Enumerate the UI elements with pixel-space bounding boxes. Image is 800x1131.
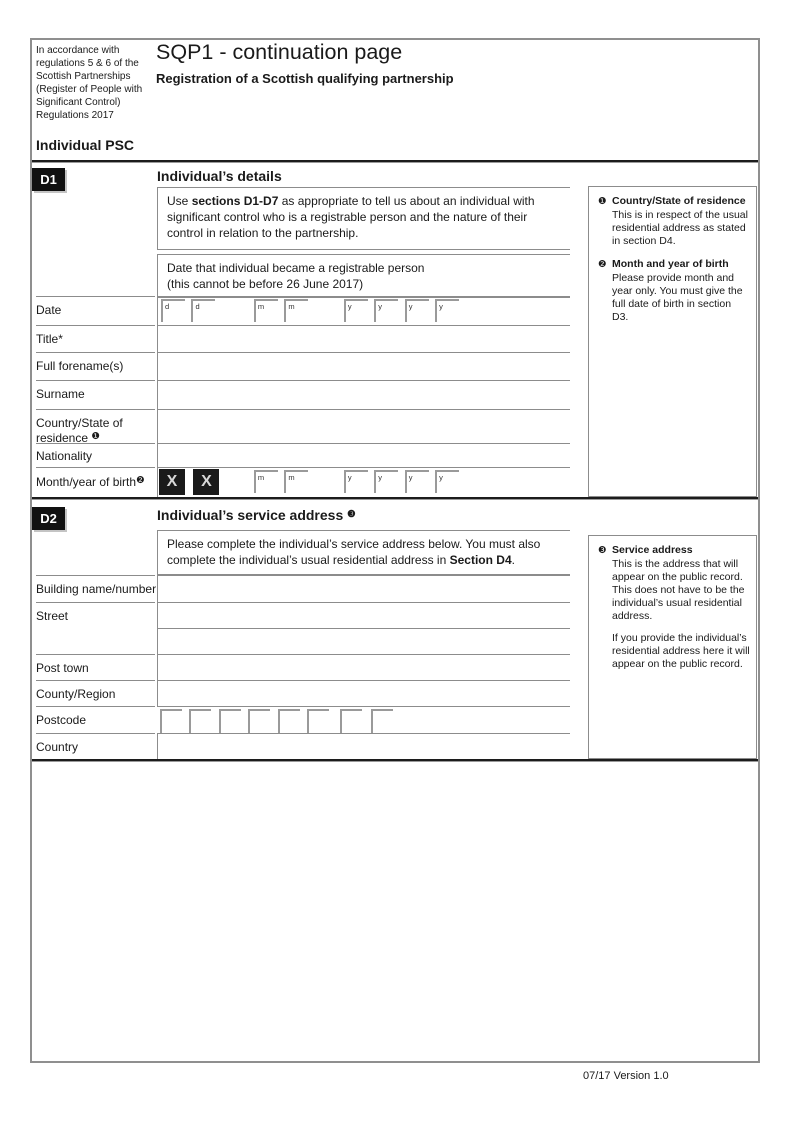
field-street-line1[interactable] <box>157 602 570 628</box>
d1-date-note-line1: Date that individual became a registrable person <box>167 261 425 275</box>
label-surname: Surname <box>36 380 155 409</box>
year-letter: y <box>439 473 443 482</box>
note-2-ref-icon: ❷ <box>136 475 145 486</box>
year-letter: y <box>378 302 383 311</box>
date-month-box[interactable] <box>254 299 278 322</box>
d2-intro-pre: Please complete the individual’s service address below. You must also complete the individual’s usual residential address in <box>167 537 541 567</box>
label-building: Building name/number <box>36 575 155 602</box>
d1-intro-post: as appropriate to tell us about an individual with significant control who is a registrable person and the nature of their control in relation to the partnership. <box>167 194 535 240</box>
d1-intro-bold: sections D1-D7 <box>191 194 279 208</box>
note-month-year-of-birth: ❷ Month and year of birth Please provide month and year only. You must give the full date of birth in section D3. <box>598 258 743 323</box>
date-day-box[interactable] <box>161 299 185 322</box>
month-letter: m <box>288 302 295 311</box>
note-service-address: ❸ Service address This is the address that will appear on the public record. This does not have to be the individual’s usual residential address. If you provide the individual’s residential address here it will appear on the public record. <box>598 544 750 670</box>
note-1-icon: ❶ <box>598 196 607 207</box>
note-1-ref-icon: ❶ <box>91 431 100 442</box>
d2-heading <box>157 507 356 523</box>
mob-year-box[interactable] <box>405 470 429 493</box>
month-letter: m <box>288 473 295 482</box>
label-title: Title* <box>36 325 155 352</box>
field-surname[interactable] <box>157 380 570 409</box>
year-letter: y <box>378 473 383 482</box>
date-month-box[interactable] <box>284 299 308 322</box>
note-2-icon: ❷ <box>598 259 607 270</box>
year-letter: y <box>347 473 352 482</box>
label-country-state <box>36 409 155 443</box>
date-year-box[interactable] <box>435 299 459 322</box>
d2-badge: D2 <box>32 507 65 530</box>
label-forenames: Full forename(s) <box>36 352 155 380</box>
mob-year-box[interactable] <box>374 470 398 493</box>
field-street-line2[interactable] <box>157 628 570 654</box>
label-country-line1: Country/State of <box>36 416 123 430</box>
postcode-box[interactable] <box>307 709 329 733</box>
label-postcode: Postcode <box>36 706 155 733</box>
d2-intro-post: . <box>511 553 515 567</box>
label-date: Date <box>36 296 155 325</box>
field-post-town[interactable] <box>157 654 570 680</box>
postcode-box[interactable] <box>278 709 300 733</box>
mob-year-box[interactable] <box>435 470 459 493</box>
postcode-box[interactable] <box>248 709 270 733</box>
redacted-x-box: X <box>193 469 219 495</box>
year-letter: y <box>408 473 413 482</box>
field-month-year-birth[interactable] <box>157 467 570 497</box>
regulation-note: In accordance with regulations 5 & 6 of the Scottish Partnerships (Register of People with Significant Control) Regulations 2017 <box>36 45 143 121</box>
form-subtitle: Registration of a Scottish qualifying partnership <box>156 71 454 86</box>
label-mob-text: Month/year of birth <box>36 475 137 489</box>
section-divider-top <box>32 160 758 163</box>
field-nationality[interactable] <box>157 443 570 467</box>
label-month-year-birth <box>36 467 155 497</box>
note-country-state-of-residence: ❶ Country/State of residence This is in respect of the usual residential address as stated in section D4. <box>598 195 748 247</box>
mob-month-box[interactable] <box>284 470 308 493</box>
label-country: Country <box>36 733 155 759</box>
label-post-town: Post town <box>36 654 155 680</box>
month-letter: m <box>257 302 265 311</box>
field-date[interactable] <box>157 296 570 325</box>
field-building[interactable] <box>157 575 570 602</box>
d2-notes-panel <box>588 535 757 759</box>
field-country-state[interactable] <box>157 409 570 443</box>
d1-intro-pre: Use <box>167 194 192 208</box>
d2-intro-box <box>157 530 570 575</box>
field-postcode[interactable] <box>157 706 570 733</box>
note-3-icon: ❸ <box>598 545 607 556</box>
d1-heading: Individual’s details <box>157 168 282 184</box>
postcode-box[interactable] <box>160 709 182 733</box>
note-3-ref-icon: ❸ <box>347 509 356 520</box>
d2-intro-bold: Section D4 <box>449 553 512 567</box>
d1-end-divider <box>32 497 758 500</box>
mob-year-box[interactable] <box>344 470 368 493</box>
date-year-box[interactable] <box>374 299 398 322</box>
year-letter: y <box>439 302 443 311</box>
d1-intro-box <box>157 187 570 250</box>
field-country[interactable] <box>157 733 570 759</box>
d2-heading-text: Individual’s service address <box>157 507 344 523</box>
d1-badge: D1 <box>32 168 65 191</box>
individual-psc-heading: Individual PSC <box>36 137 135 153</box>
postcode-box[interactable] <box>219 709 241 733</box>
d1-date-note-box <box>157 254 570 298</box>
label-country-line2: residence <box>36 431 89 445</box>
d1-date-note-line2: (this cannot be before 26 June 2017) <box>167 277 364 291</box>
field-county-region[interactable] <box>157 680 570 706</box>
form-page <box>30 38 760 1063</box>
field-title[interactable] <box>157 325 570 352</box>
year-letter: y <box>347 302 352 311</box>
date-year-box[interactable] <box>405 299 429 322</box>
postcode-box[interactable] <box>371 709 393 733</box>
label-county-region: County/Region <box>36 680 155 706</box>
day-letter: d <box>195 302 200 311</box>
day-letter: d <box>165 302 170 311</box>
version-footer: 07/17 Version 1.0 <box>583 1070 669 1082</box>
field-forenames[interactable] <box>157 352 570 380</box>
postcode-box[interactable] <box>189 709 211 733</box>
form-title: SQP1 - continuation page <box>156 40 403 64</box>
date-day-box[interactable] <box>191 299 215 322</box>
month-letter: m <box>257 473 265 482</box>
label-nationality: Nationality <box>36 443 155 467</box>
date-year-box[interactable] <box>344 299 368 322</box>
d1-notes-panel <box>588 186 757 497</box>
redacted-x-box: X <box>159 469 185 495</box>
year-letter: y <box>408 302 413 311</box>
postcode-box[interactable] <box>340 709 362 733</box>
label-street: Street <box>36 602 155 628</box>
mob-month-box[interactable] <box>254 470 278 493</box>
d2-end-divider <box>32 759 758 762</box>
